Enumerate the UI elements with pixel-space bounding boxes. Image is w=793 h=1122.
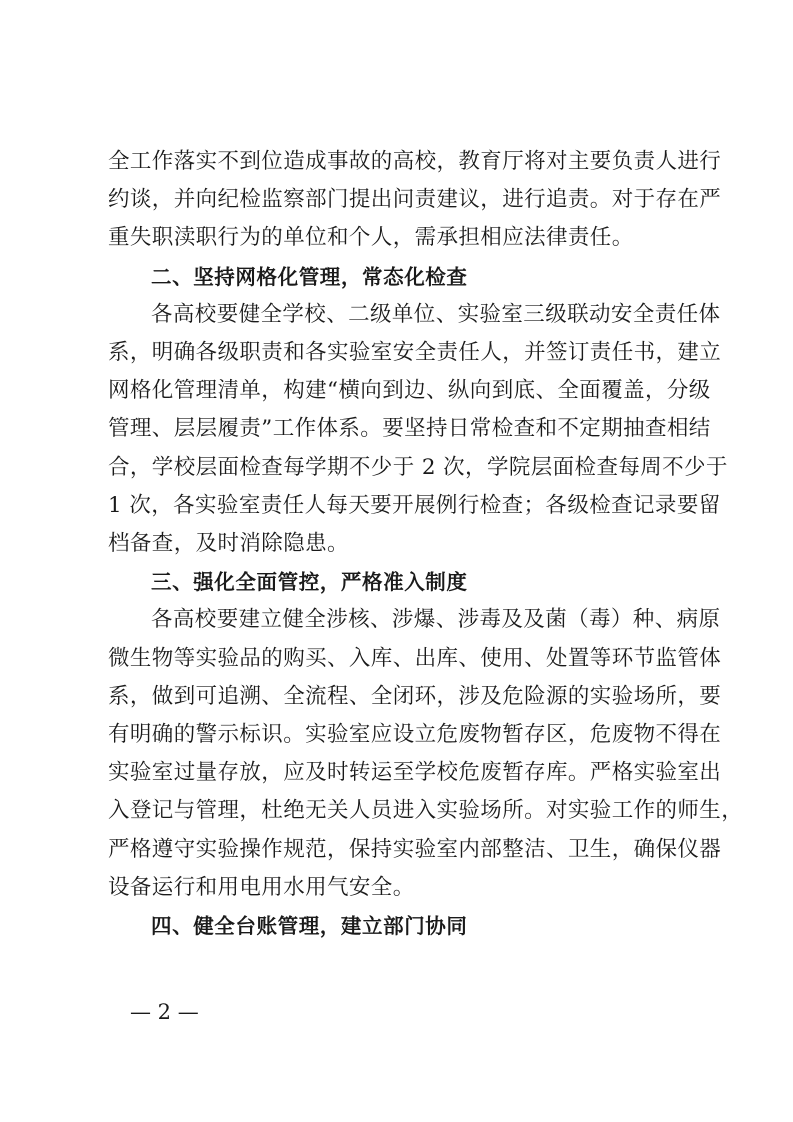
- paragraph-line: 设备运行和用电用水用气安全。: [108, 874, 415, 900]
- paragraph-line: 微生物等实验品的购买、入库、出库、使用、处置等环节监管体: [108, 645, 722, 671]
- paragraph-line: 各高校要健全学校、二级单位、实验室三级联动安全责任体: [151, 301, 721, 327]
- paragraph-line: 系，明确各级职责和各实验室安全责任人，并签订责任书，建立: [108, 340, 722, 366]
- body-paragraph: [108, 601, 744, 907]
- paragraph-line: 严格遵守实验操作规范，保持实验室内部整洁、卫生，确保仪器: [108, 836, 722, 862]
- paragraph-line: 入登记与管理，杜绝无关人员进入实验场所。对实验工作的师生，: [108, 798, 744, 824]
- paragraph-line: 网格化管理清单，构建“横向到边、纵向到底、全面覆盖，分级: [108, 378, 711, 404]
- body-paragraph: [108, 143, 722, 258]
- paragraph-line: 合，学校层面检查每学期不少于 2 次，学院层面检查每周不少于: [108, 454, 728, 480]
- paragraph-line: 管理、层层履责”工作体系。要坚持日常检查和不定期抽查相结: [108, 416, 711, 442]
- paragraph-line: 重失职渎职行为的单位和个人，需承担相应法律责任。: [108, 225, 634, 251]
- paragraph-line: 约谈，并向纪检监察部门提出问责建议，进行追责。对于存在严: [108, 187, 722, 213]
- section-heading: 四、健全台账管理，建立部门协同: [151, 914, 468, 939]
- paragraph-line: 1 次，各实验室责任人每天要开展例行检查；各级检查记录要留: [108, 492, 721, 518]
- section-heading: 三、强化全面管控，严格准入制度: [151, 570, 468, 595]
- page-number: — 2 —: [130, 1000, 199, 1024]
- paragraph-line: 实验室过量存放，应及时转运至学校危废暂存库。严格实验室出: [108, 760, 722, 786]
- paragraph-line: 档备查，及时消除隐患。: [108, 531, 349, 557]
- document-body: [108, 143, 744, 945]
- paragraph-line: 全工作落实不到位造成事故的高校，教育厅将对主要负责人进行: [108, 149, 722, 174]
- body-paragraph: [108, 296, 728, 563]
- section-heading: 二、坚持网格化管理，常态化检查: [151, 264, 468, 289]
- paragraph-line: 各高校要建立健全涉核、涉爆、涉毒及及菌（毒）种、病原: [151, 607, 721, 633]
- paragraph-line: 系，做到可追溯、全流程、全闭环，涉及危险源的实验场所，要: [108, 683, 722, 709]
- paragraph-line: 有明确的警示标识。实验室应设立危废物暂存区，危废物不得在: [108, 722, 722, 748]
